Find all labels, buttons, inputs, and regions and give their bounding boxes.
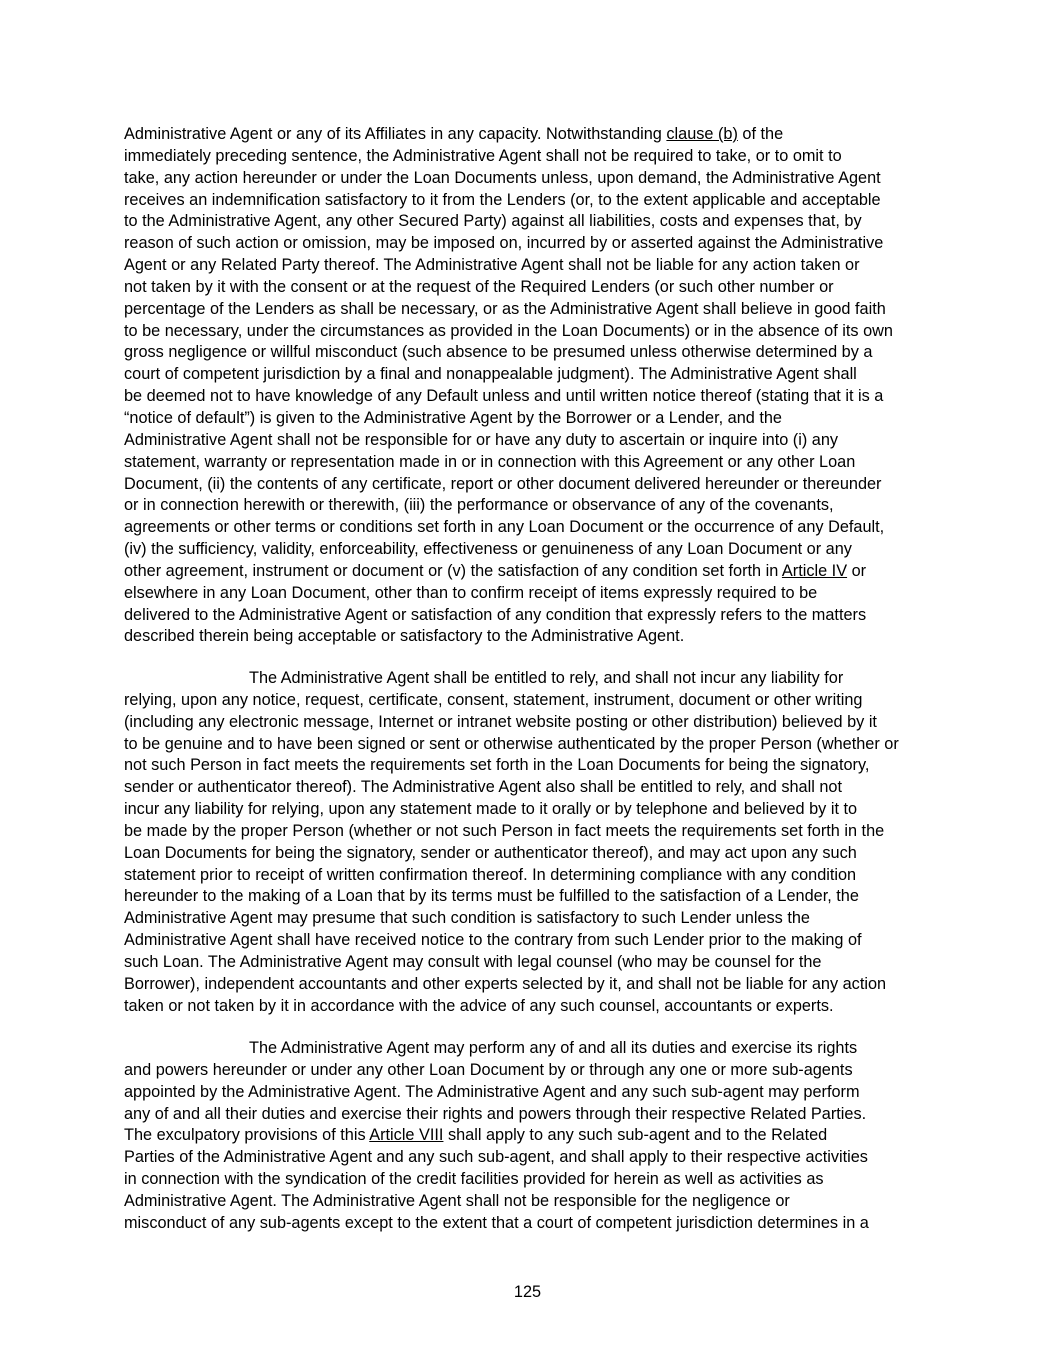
paragraph-line: to be necessary, under the circumstances as provided in the Loan Documents) or in the absence of its own (124, 321, 893, 340)
paragraph-line: agreements or other terms or conditions set forth in any Loan Document or the occurrence of any Default, (124, 518, 885, 537)
paragraph-line: not such Person in fact meets the requirements set forth in the Loan Documents for being the signatory, (124, 756, 870, 775)
clause-b-reference: clause (b) (666, 125, 738, 143)
paragraph-line: statement, warranty or representation made in or in connection with this Agreement or any other Loan (124, 452, 856, 471)
paragraph-line: The Administrative Agent may perform any of and all its duties and exercise its rights (249, 1039, 858, 1057)
paragraph-line: Borrower), independent accountants and other experts selected by it, and shall not be liable for any action (124, 974, 887, 993)
paragraph-line: (iv) the sufficiency, validity, enforceability, effectiveness or genuineness of any Loan Document or any (124, 540, 852, 559)
paragraph-line: immediately preceding sentence, the Administrative Agent shall not be required to take, or to omit to (124, 146, 842, 165)
paragraph-line: “notice of default”) is given to the Administrative Agent by the Borrower or a Lender, and the (124, 408, 782, 427)
paragraph-line: statement prior to receipt of written confirmation thereof. In determining compliance with any condition (124, 865, 857, 884)
paragraph-line: The Administrative Agent shall be entitled to rely, and shall not incur any liability for (249, 669, 844, 687)
paragraph-line: Administrative Agent shall not be responsible for or have any duty to ascertain or inquire into (i) any (124, 430, 839, 449)
paragraph-line: described therein being acceptable or satisfactory to the Administrative Agent. (124, 627, 685, 646)
paragraph-line: sender or authenticator thereof). The Administrative Agent also shall be entitled to rely, and shall not (124, 778, 843, 797)
paragraph-line: delivered to the Administrative Agent or satisfaction of any condition that expressly refers to the matters (124, 605, 867, 624)
paragraph-3 (124, 1038, 934, 1235)
paragraph-line: to the Administrative Agent, any other Secured Party) against all liabilities, costs and expenses that, by (124, 212, 862, 231)
paragraph-line: such Loan. The Administrative Agent may consult with legal counsel (who may be counsel for the (124, 952, 822, 971)
paragraph-line: Administrative Agent shall have received notice to the contrary from such Lender prior to the making of (124, 931, 862, 950)
paragraph-line: misconduct of any sub-agents except to the extent that a court of competent jurisdiction determines in a (124, 1213, 869, 1232)
paragraph-line: The exculpatory provisions of this Article VIII shall apply to any such sub-agent and to the Related (124, 1126, 828, 1145)
paragraph-line: gross negligence or willful misconduct (such absence to be presumed unless otherwise determined by a (124, 343, 873, 362)
paragraph-line: not taken by it with the consent or at the request of the Required Lenders (or such other number or (124, 277, 834, 296)
paragraph-line: hereunder to the making of a Loan that by its terms must be fulfilled to the satisfaction of a Lender, the (124, 887, 859, 906)
paragraph-line: take, any action hereunder or under the Loan Documents unless, upon demand, the Administrative Agent (124, 168, 881, 187)
paragraph-line: relying, upon any notice, request, certificate, consent, statement, instrument, document or other writing (124, 690, 863, 709)
paragraph-line: Loan Documents for being the signatory, sender or authenticator thereof), and may act upon any such (124, 843, 857, 862)
paragraph-line: Administrative Agent or any of its Affiliates in any capacity. Notwithstanding clause (b) of the (124, 125, 784, 143)
paragraph-line: percentage of the Lenders as shall be necessary, or as the Administrative Agent shall believe in good faith (124, 299, 886, 318)
paragraph-line: or in connection herewith or therewith, (iii) the performance or observance of any of the covenants, (124, 496, 834, 515)
paragraph-line: incur any liability for relying, upon any statement made to it orally or by telephone and believed by it to (124, 800, 858, 819)
article-iv-reference: Article IV (781, 561, 848, 580)
paragraph-line: (including any electronic message, Internet or intranet website posting or other distribution) believed by it (124, 712, 877, 731)
paragraph-line: to be genuine and to have been signed or sent or otherwise authenticated by the proper Person (whether or (124, 734, 899, 753)
paragraph-line: reason of such action or omission, may be imposed on, incurred by or asserted against the Administrative (124, 234, 884, 253)
paragraph-1 (124, 124, 934, 648)
paragraph-line: Document, (ii) the contents of any certificate, report or other document delivered hereunder or thereunder (124, 474, 882, 493)
paragraph-line: appointed by the Administrative Agent. The Administrative Agent and any such sub-agent may perform (124, 1082, 860, 1101)
paragraph-line: Agent or any Related Party thereof. The Administrative Agent shall not be liable for any action taken or (124, 256, 860, 275)
paragraph-line: elsewhere in any Loan Document, other than to confirm receipt of items expressly required to be (124, 583, 818, 602)
article-viii-reference: Article VIII (369, 1126, 444, 1145)
paragraph-line: in connection with the syndication of the credit facilities provided for herein as well as activities as (124, 1170, 824, 1189)
paragraph-line: Administrative Agent may presume that such condition is satisfactory to such Lender unless the (124, 909, 810, 928)
paragraph-line: be deemed not to have knowledge of any Default unless and until written notice thereof (stating that it is a (124, 387, 884, 406)
paragraph-line: Parties of the Administrative Agent and any such sub-agent, and shall apply to their respective activities (124, 1148, 868, 1167)
paragraph-line: any of and all their duties and exercise their rights and powers through their respective Related Parties. (124, 1104, 867, 1123)
paragraph-line: taken or not taken by it in accordance with the advice of any such counsel, accountants or experts. (124, 996, 834, 1015)
paragraph-line: and powers hereunder or under any other Loan Document by or through any one or more sub-agents (124, 1060, 853, 1079)
paragraph-line: receives an indemnification satisfactory to it from the Lenders (or, to the extent applicable and acceptable (124, 190, 881, 209)
paragraph-line: other agreement, instrument or document or (v) the satisfaction of any condition set forth in Article IV or (124, 561, 867, 580)
paragraph-2 (124, 668, 934, 1018)
page-number: 125 (513, 1283, 542, 1301)
paragraph-line: court of competent jurisdiction by a final and nonappealable judgment). The Administrative Agent shall (124, 365, 857, 384)
paragraph-line: be made by the proper Person (whether or not such Person in fact meets the requirements set forth in the (124, 821, 885, 840)
paragraph-line: Administrative Agent. The Administrative Agent shall not be responsible for the negligence or (124, 1191, 790, 1210)
